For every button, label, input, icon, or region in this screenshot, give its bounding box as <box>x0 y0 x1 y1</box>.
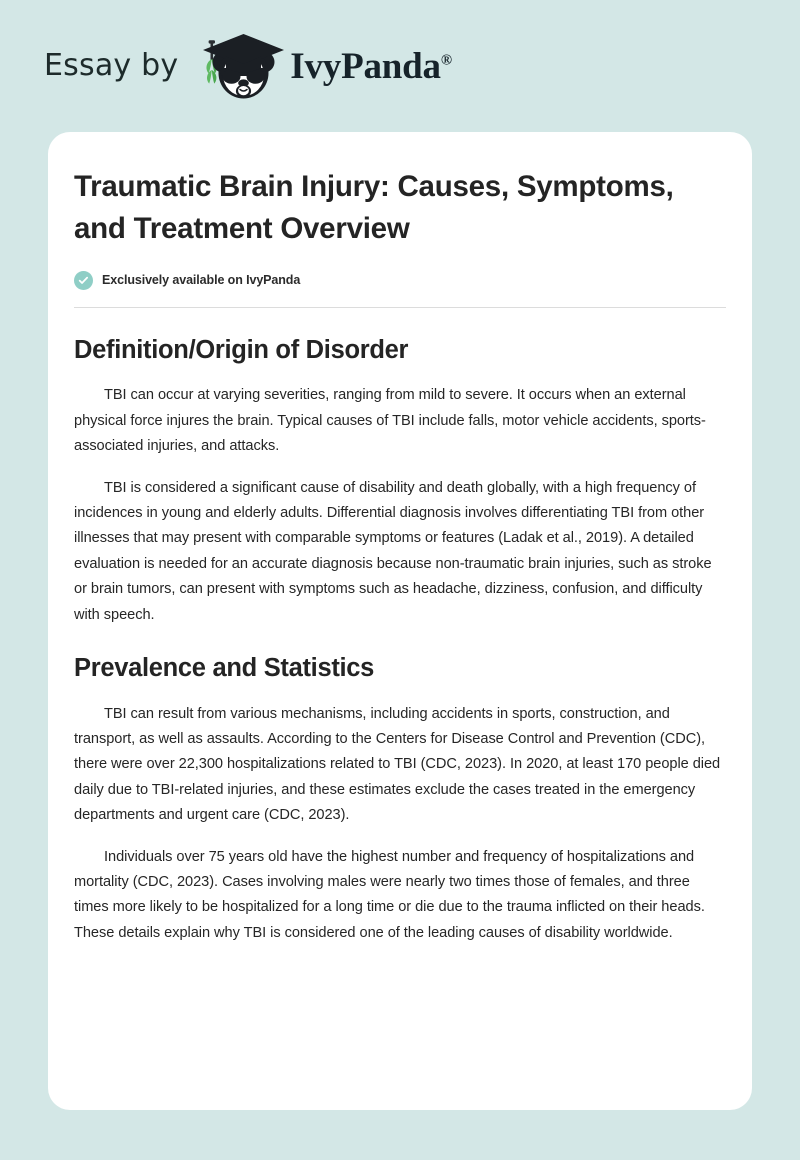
page-title: Traumatic Brain Injury: Causes, Symptoms, and Treatment Overview <box>74 170 674 245</box>
section-heading-prevalence-statistics: Prevalence and Statistics <box>74 654 375 682</box>
section-heading-definition-origin: Definition/Origin of Disorder <box>74 335 409 364</box>
header-divider <box>74 307 726 308</box>
paragraph: Individuals over 75 years old have the highest number and frequency of hospitalizations and mortality (CDC, 2023). Cases involving males were nearly two times those of females, and three times more likely to be hospitalized for a long time or die due to the trauma inflicted on their heads. These details explain why TBI is considered one of the leading causes of disability worldwide. <box>74 848 705 941</box>
paragraph: TBI can result from various mechanisms, including accidents in sports, construction, and transport, as well as assaults. According to the Centers for Disease Control and Prevention (CDC), there were over 22,300 hospitalizations related to TBI (CDC, 2023). In 2020, at least 170 people died daily due to TBI-related injuries, and these estimates exclude the cases treated in the emergency departments and urgent care (CDC, 2023). <box>74 705 721 824</box>
panda-graduate-logo-icon <box>192 28 288 104</box>
registered-trademark-icon: ® <box>440 52 452 69</box>
paragraph: TBI can occur at varying severities, ranging from mild to severe. It occurs when an external physical force injures the brain. Typical causes of TBI include falls, motor vehicle accidents, sports-associated injuries, and attacks. <box>74 387 706 455</box>
brand-name-text: IvyPanda <box>290 45 441 87</box>
essay-by-label: Essay by <box>44 48 179 83</box>
ivypanda-logo[interactable] <box>192 28 452 104</box>
brand-wordmark <box>290 45 452 87</box>
paragraph: TBI is considered a significant cause of disability and death globally, with a high frequency of incidences in young and elderly adults. Differential diagnosis involves differentiating TBI from other illnesses that may present with comparable symptoms or features (Ladak et al., 2019). A detailed evaluation is needed for an accurate diagnosis because non-traumatic brain injuries, such as stroke or brain tumors, can present with symptoms such as headache, dizziness, confusion, and difficulty with speech. <box>74 479 712 623</box>
exclusivity-badge <box>74 271 726 290</box>
exclusivity-badge-label: Exclusively available on IvyPanda <box>102 273 301 288</box>
check-circle-icon <box>74 271 93 290</box>
essay-paper-card <box>48 132 752 1110</box>
brand-header <box>0 0 800 132</box>
paper-content <box>48 132 752 946</box>
